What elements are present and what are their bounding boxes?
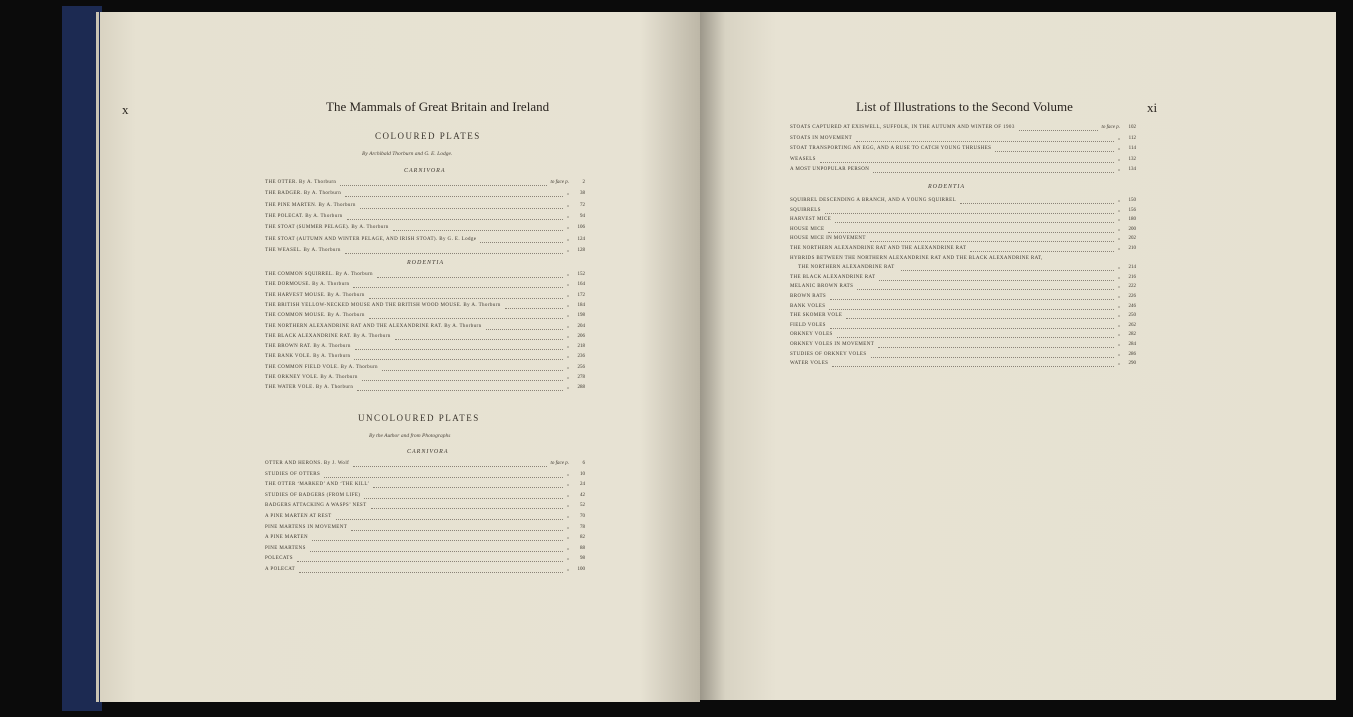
dot-leader	[324, 472, 563, 478]
page-marker: „	[566, 471, 569, 477]
plate-title: POLECATS	[265, 556, 293, 562]
uncoloured-heading: UNCOLOURED PLATES	[358, 413, 480, 423]
page-marker: „	[1117, 284, 1120, 290]
page-marker: „	[566, 385, 569, 391]
plate-title: THE COMMON FIELD VOLE. By A. Thorburn	[265, 364, 378, 370]
dot-leader	[347, 214, 563, 220]
page-marker: „	[1117, 313, 1120, 319]
plate-title: STOATS IN MOVEMENT	[790, 135, 853, 141]
dot-leader	[828, 227, 1113, 233]
plate-title: THE SKOMER VOLE	[790, 313, 843, 319]
page-marker: „	[566, 364, 569, 370]
plate-title: A MOST UNPOPULAR PERSON	[790, 167, 870, 172]
page-marker: „	[1117, 274, 1120, 280]
dot-leader	[369, 313, 563, 319]
dot-leader	[377, 272, 563, 278]
plate-title: THE BADGER. By A. Thorburn	[265, 191, 342, 197]
plate-title: THE HARVEST MOUSE. By A. Thorburn	[265, 292, 365, 298]
page-reference: 218	[577, 344, 585, 350]
page-reference: 284	[1128, 342, 1136, 347]
page-reference: 250	[1128, 313, 1136, 319]
dot-leader	[970, 246, 1113, 252]
plate-title: A PINE MARTEN	[265, 535, 308, 541]
list-item	[265, 272, 585, 281]
dot-leader	[312, 535, 563, 541]
plate-title: THE POLECAT. By A. Thorburn	[265, 213, 343, 219]
page-marker: „	[1117, 236, 1120, 242]
list-item	[265, 567, 585, 576]
dot-leader	[1019, 125, 1098, 131]
plate-title: ORKNEY VOLES	[790, 332, 833, 338]
page-reference: 42	[580, 492, 585, 498]
coloured-rodentia-label: RODENTIA	[407, 260, 444, 266]
page-marker: „	[1117, 246, 1120, 251]
page-marker: „	[566, 545, 569, 551]
list-item	[790, 323, 1136, 332]
page-reference: 222	[1128, 284, 1136, 290]
right-rodentia-label: RODENTIA	[928, 184, 965, 190]
page-reference: 180	[1128, 217, 1136, 223]
plate-title: THE OTTER. By A. Thorburn	[265, 180, 337, 185]
page-marker: „	[566, 375, 569, 380]
list-item	[265, 546, 585, 555]
dot-leader	[856, 136, 1114, 142]
page-marker: „	[1117, 226, 1120, 232]
page-reference: 112	[1128, 135, 1136, 141]
dot-leader	[357, 385, 563, 391]
list-item	[265, 282, 585, 291]
page-reference: 286	[1128, 351, 1136, 357]
dot-leader	[355, 344, 563, 350]
list-item	[790, 236, 1136, 245]
page-marker: „	[566, 503, 569, 509]
page-reference: 256	[577, 364, 585, 370]
plate-title: THE COMMON SQUIRREL. By A. Thorburn	[265, 272, 373, 277]
page-marker: „	[566, 333, 569, 339]
page-reference: 100	[577, 567, 585, 572]
page-marker: „	[1117, 217, 1120, 223]
page-reference: 164	[577, 282, 585, 288]
dot-leader	[857, 284, 1113, 290]
page-reference: 184	[577, 302, 585, 308]
dot-leader	[830, 323, 1114, 329]
dot-leader	[480, 237, 562, 243]
page-reference: 290	[1128, 361, 1136, 367]
page-marker: „	[566, 225, 569, 231]
page-reference: 10	[580, 471, 585, 477]
plate-title: HOUSE MICE IN MOVEMENT	[790, 236, 866, 242]
page-reference: 124	[577, 236, 585, 242]
dot-leader	[870, 236, 1114, 242]
plate-title: BADGERS ATTACKING A WASPS’ NEST	[265, 503, 367, 509]
plate-title: STOAT TRANSPORTING AN EGG, AND A RUSE TO CATCH YOUNG THRUSHES	[790, 146, 992, 151]
plate-title: STUDIES OF ORKNEY VOLES	[790, 351, 867, 357]
plate-title: THE OTTER ‘MARKED’ AND ‘THE KILL’	[265, 482, 370, 488]
page-marker: „	[566, 323, 569, 329]
list-item	[265, 313, 585, 322]
dot-leader	[297, 556, 563, 562]
dot-leader	[345, 248, 563, 254]
plate-title-continued: THE NORTHERN ALEXANDRINE RAT	[798, 265, 895, 271]
page-marker: „	[1117, 332, 1120, 338]
page-marker: „	[1117, 322, 1120, 328]
dot-leader	[901, 265, 1114, 271]
page-marker: „	[566, 344, 569, 350]
plate-title: THE DORMOUSE. By A. Thorburn	[265, 282, 350, 288]
plate-title: THE BROWN RAT. By A. Thorburn	[265, 344, 351, 350]
page-reference: 282	[1128, 332, 1136, 338]
list-item	[265, 461, 585, 470]
page-reference: 278	[577, 375, 585, 380]
list-item	[265, 293, 585, 302]
page-marker: „	[566, 292, 569, 298]
coloured-carnivora-label: CARNIVORA	[404, 168, 446, 174]
dot-leader	[878, 342, 1114, 348]
page-marker: „	[1117, 156, 1120, 162]
page-marker: „	[1117, 342, 1120, 347]
list-item	[265, 525, 585, 534]
page-marker: to face p.	[550, 461, 569, 466]
list-item	[265, 514, 585, 523]
list-item	[790, 352, 1136, 361]
list-item	[790, 304, 1136, 313]
plate-title: HARVEST MICE	[790, 217, 832, 223]
dot-leader	[353, 282, 562, 288]
page-reference: 52	[580, 503, 585, 509]
list-item	[265, 237, 585, 246]
page-marker: „	[1117, 294, 1120, 299]
list-item	[790, 136, 1136, 145]
page-reference: 236	[577, 354, 585, 360]
list-item	[265, 482, 585, 491]
list-item	[265, 203, 585, 212]
list-item	[265, 225, 585, 234]
dot-leader	[310, 546, 563, 552]
page-marker: to face p.	[1101, 125, 1120, 130]
list-item	[790, 342, 1136, 351]
page-marker: „	[566, 191, 569, 197]
page-marker: „	[566, 354, 569, 360]
page-marker: „	[566, 282, 569, 288]
page-reference: 132	[1128, 156, 1136, 162]
list-item	[790, 275, 1136, 284]
list-item	[265, 472, 585, 481]
list-item	[790, 146, 1136, 155]
page-marker: to face p.	[550, 180, 569, 185]
plate-title: ORKNEY VOLES IN MOVEMENT	[790, 342, 875, 347]
page-reference: 82	[580, 535, 585, 541]
list-item	[265, 365, 585, 374]
plate-title: THE NORTHERN ALEXANDRINE RAT AND THE ALEXANDRINE RAT. By A. Thorburn	[265, 323, 482, 329]
page-reference: 114	[1128, 146, 1136, 151]
coloured-heading: COLOURED PLATES	[375, 131, 481, 141]
page-marker: „	[1117, 207, 1120, 213]
list-item	[265, 324, 585, 333]
dot-leader	[871, 352, 1114, 358]
page-reference: 226	[1128, 294, 1136, 299]
page-marker: „	[566, 524, 569, 530]
list-item	[265, 556, 585, 565]
page-reference: 150	[1128, 198, 1136, 203]
dot-leader	[371, 503, 563, 509]
plate-title: THE STOAT (SUMMER PELAGE). By A. Thorburn	[265, 225, 389, 231]
page-reference: 204	[577, 323, 585, 329]
plate-title: WATER VOLES	[790, 361, 829, 367]
dot-leader	[960, 198, 1114, 204]
plate-title: HYBRIDS BETWEEN THE NORTHERN ALEXANDRINE RAT AND THE BLACK ALEXANDRINE RAT,	[790, 255, 1043, 261]
plate-title: PINE MARTENS	[265, 545, 306, 551]
page-reference: 78	[580, 524, 585, 530]
page-reference: 6	[582, 461, 585, 466]
dot-leader	[364, 493, 562, 499]
page-marker: „	[566, 213, 569, 219]
list-item	[265, 493, 585, 502]
list-item	[790, 294, 1136, 303]
list-item	[265, 344, 585, 353]
page-edge	[96, 12, 99, 702]
page-reference: 134	[1128, 167, 1136, 172]
page-marker: „	[566, 482, 569, 488]
page-reference: 72	[580, 202, 585, 208]
right-running-title: List of Illustrations to the Second Volume	[856, 99, 1073, 114]
plate-title: PINE MARTENS IN MOVEMENT	[265, 524, 348, 530]
page-marker: „	[566, 302, 569, 308]
list-item	[265, 191, 585, 200]
dot-leader	[835, 217, 1114, 223]
dot-leader	[336, 514, 563, 520]
page-marker: „	[566, 313, 569, 319]
plate-title: FIELD VOLES	[790, 322, 826, 328]
page-reference: 288	[577, 385, 585, 391]
page-reference: 94	[580, 213, 585, 219]
page-marker: „	[566, 272, 569, 277]
page-marker: „	[566, 556, 569, 562]
dot-leader	[820, 157, 1114, 163]
left-running-title: The Mammals of Great Britain and Ireland	[326, 99, 550, 114]
page-reference: 216	[1128, 274, 1136, 280]
dot-leader	[345, 191, 563, 197]
plate-title: THE WATER VOLE. By A. Thorburn	[265, 385, 354, 391]
dot-leader	[362, 375, 563, 381]
plate-title: WEASELS	[790, 156, 816, 162]
dot-leader	[354, 354, 562, 360]
dot-leader	[825, 208, 1114, 214]
list-item	[265, 535, 585, 544]
list-item	[790, 256, 1136, 275]
page-reference: 210	[1128, 246, 1136, 251]
dot-leader	[873, 167, 1114, 173]
page-reference: 246	[1128, 303, 1136, 309]
page-marker: „	[566, 535, 569, 541]
dot-leader	[395, 334, 563, 340]
dot-leader	[382, 365, 563, 371]
plate-title: THE ORKNEY VOLE. By A. Thorburn	[265, 375, 358, 380]
list-item	[265, 214, 585, 223]
page-reference: 98	[580, 556, 585, 562]
list-item	[265, 503, 585, 512]
dot-leader	[351, 525, 563, 531]
dot-leader	[879, 275, 1113, 281]
list-item	[265, 354, 585, 363]
list-item	[790, 284, 1136, 293]
page-marker: „	[1117, 135, 1120, 141]
plate-title: STUDIES OF BADGERS (FROM LIFE)	[265, 492, 361, 498]
page-reference: 70	[580, 514, 585, 519]
page-reference: 38	[580, 191, 585, 197]
page-reference: 198	[577, 313, 585, 319]
dot-leader	[486, 324, 563, 330]
plate-title: BANK VOLES	[790, 303, 826, 309]
list-item	[790, 361, 1136, 370]
page-reference: 128	[577, 247, 585, 253]
page-marker: „	[1117, 198, 1120, 203]
list-item	[265, 385, 585, 394]
plate-title: A POLECAT	[265, 567, 296, 572]
page-reference: 156	[1128, 207, 1136, 213]
uncoloured-byline: By the Author and from Photographs	[369, 433, 451, 439]
dot-leader	[393, 225, 563, 231]
plate-title: THE BANK VOLE. By A. Thorburn	[265, 354, 351, 360]
list-item	[790, 313, 1136, 322]
plate-title: THE BRITISH YELLOW-NECKED MOUSE AND THE BRITISH WOOD MOUSE. By A. Thorburn	[265, 302, 501, 308]
page-marker: „	[1117, 351, 1120, 357]
list-item	[265, 248, 585, 257]
dot-leader	[369, 293, 563, 299]
page-reference: 206	[577, 333, 585, 339]
right-page-number: xi	[1147, 100, 1158, 115]
list-item	[790, 208, 1136, 217]
page-marker: „	[1117, 303, 1120, 309]
list-item	[265, 375, 585, 384]
list-item	[790, 246, 1136, 255]
list-item	[790, 167, 1136, 176]
page-marker: „	[1117, 167, 1120, 172]
dot-leader	[829, 304, 1113, 310]
left-page-number: x	[122, 102, 129, 117]
plate-title: A PINE MARTEN AT REST	[265, 514, 332, 519]
plate-title: THE COMMON MOUSE. By A. Thorburn	[265, 313, 365, 319]
list-item	[790, 217, 1136, 226]
page-marker: „	[566, 567, 569, 572]
dot-leader	[360, 203, 563, 209]
dot-leader	[340, 180, 546, 186]
page-reference: 202	[1128, 236, 1136, 242]
dot-leader	[353, 461, 546, 467]
list-item	[790, 198, 1136, 207]
page-marker: „	[566, 202, 569, 208]
page-marker: „	[566, 247, 569, 253]
list-item	[790, 125, 1136, 134]
page-marker: „	[1117, 146, 1120, 151]
list-item	[265, 180, 585, 189]
page-marker: „	[1117, 361, 1120, 367]
page-reference: 24	[580, 482, 585, 488]
dot-leader	[832, 361, 1113, 367]
uncoloured-carnivora-label: CARNIVORA	[407, 449, 449, 455]
plate-title: HOUSE MICE	[790, 226, 825, 232]
page-reference: 102	[1128, 125, 1136, 130]
list-item	[790, 157, 1136, 166]
plate-title: SQUIRRELS	[790, 207, 821, 213]
dot-leader	[837, 332, 1114, 338]
dot-leader	[846, 313, 1113, 319]
dot-leader	[505, 303, 563, 309]
page-reference: 262	[1128, 322, 1136, 328]
page-reference: 2	[582, 180, 585, 185]
plate-title: MELANIC BROWN RATS	[790, 284, 854, 290]
list-item	[265, 303, 585, 312]
page-marker: „	[566, 514, 569, 519]
plate-title: THE BLACK ALEXANDRINE RAT. By A. Thorburn	[265, 333, 391, 339]
dot-leader	[995, 146, 1113, 152]
page-reference: 152	[577, 272, 585, 277]
plate-title: THE NORTHERN ALEXANDRINE RAT AND THE ALEXANDRINE RAT	[790, 246, 967, 251]
page-marker: „	[566, 492, 569, 498]
list-item	[790, 332, 1136, 341]
coloured-byline: By Archibald Thorburn and G. E. Lodge.	[362, 151, 453, 157]
list-item	[790, 227, 1136, 236]
plate-title: THE WEASEL. By A. Thorburn	[265, 247, 341, 253]
page-reference: 172	[577, 292, 585, 298]
page-marker: „	[566, 236, 569, 242]
page-marker: „	[1117, 265, 1120, 271]
plate-title: BROWN RATS	[790, 294, 827, 299]
plate-title: STOATS CAPTURED AT EXISWELL, SUFFOLK, IN THE AUTUMN AND WINTER OF 1903	[790, 125, 1015, 130]
list-item	[265, 334, 585, 343]
plate-title: STUDIES OF OTTERS	[265, 471, 321, 477]
page-reference: 106	[577, 225, 585, 231]
plate-title: THE BLACK ALEXANDRINE RAT	[790, 274, 876, 280]
page-reference: 88	[580, 545, 585, 551]
page-reference: 214	[1128, 265, 1136, 271]
page-reference: 200	[1128, 226, 1136, 232]
plate-title: OTTER AND HERONS. By J. Wolf	[265, 461, 350, 466]
plate-title: THE STOAT (AUTUMN AND WINTER PELAGE, AND IRISH STOAT). By G. E. Lodge	[265, 236, 477, 242]
plate-title: THE PINE MARTEN. By A. Thorburn	[265, 202, 356, 208]
plate-title: SQUIRREL DESCENDING A BRANCH, AND A YOUNG SQUIRREL	[790, 198, 957, 203]
dot-leader	[299, 567, 563, 573]
dot-leader	[830, 294, 1114, 300]
dot-leader	[373, 482, 562, 488]
